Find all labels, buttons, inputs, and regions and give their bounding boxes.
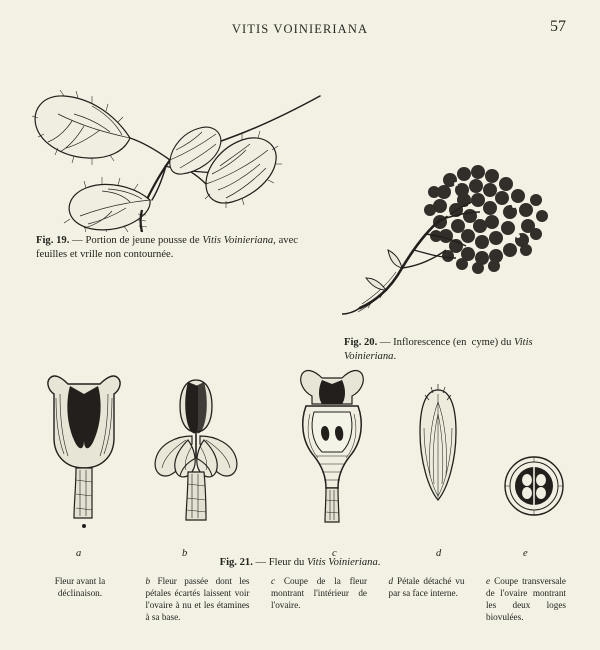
figure-21-subcaptions xyxy=(36,575,566,624)
subcaption-b-text: Fleur passée dont les pétales écartés laissent voir l'ovaire à nu et les étamines à sa base. xyxy=(145,576,250,623)
figure-21-letter-c: c xyxy=(332,548,337,559)
subcaption-e-text: Coupe transversale de l'ovaire montrant les deux loges biovulées. xyxy=(486,576,566,623)
figure-21-subcaption-d xyxy=(389,575,465,599)
running-head: VITIS VOINIERIANA xyxy=(231,22,369,36)
figure-21-caption: Fig. 21. — Fleur du Vitis Voinieriana. xyxy=(219,557,381,568)
subcaption-e-letter: e xyxy=(486,576,491,586)
figure-21-subcaption-b xyxy=(146,575,250,624)
figure-21-letter-d: d xyxy=(436,548,442,559)
figure-21-subcaption-a xyxy=(36,575,124,599)
figure-21-letter-e: e xyxy=(523,548,528,559)
figure-21-letter-a: a xyxy=(76,548,82,559)
subcaption-d-text: Pétale détaché vu par sa face interne. xyxy=(388,576,465,599)
figure-21-letter-b: b xyxy=(182,548,188,559)
subcaption-d-letter: d xyxy=(388,576,394,586)
subcaption-c-text: Coupe de la fleur montrant l'intérieur de l'ovaire. xyxy=(271,576,367,611)
figure-21-illustration xyxy=(24,360,576,550)
figure-21-subcaption-e xyxy=(486,575,566,624)
figure-20-illustration xyxy=(330,140,580,320)
page-number: 57 xyxy=(550,18,566,35)
subcaption-b-letter: b xyxy=(145,576,151,586)
figure-19-illustration xyxy=(30,62,330,232)
subcaption-c-letter: c xyxy=(271,576,276,586)
figure-20-caption: Fig. 20. — Inflorescence (en cyme) du Vitis Voinieriana. xyxy=(344,337,533,363)
figure-21-subcaption-c xyxy=(271,575,367,611)
figure-19-caption: Fig. 19. — Portion de jeune pousse de Vitis Voinieriana, avec feuilles et vrille non contournée. xyxy=(36,235,298,261)
subcaption-a-text: Fleur avant la déclinaison. xyxy=(54,576,106,599)
